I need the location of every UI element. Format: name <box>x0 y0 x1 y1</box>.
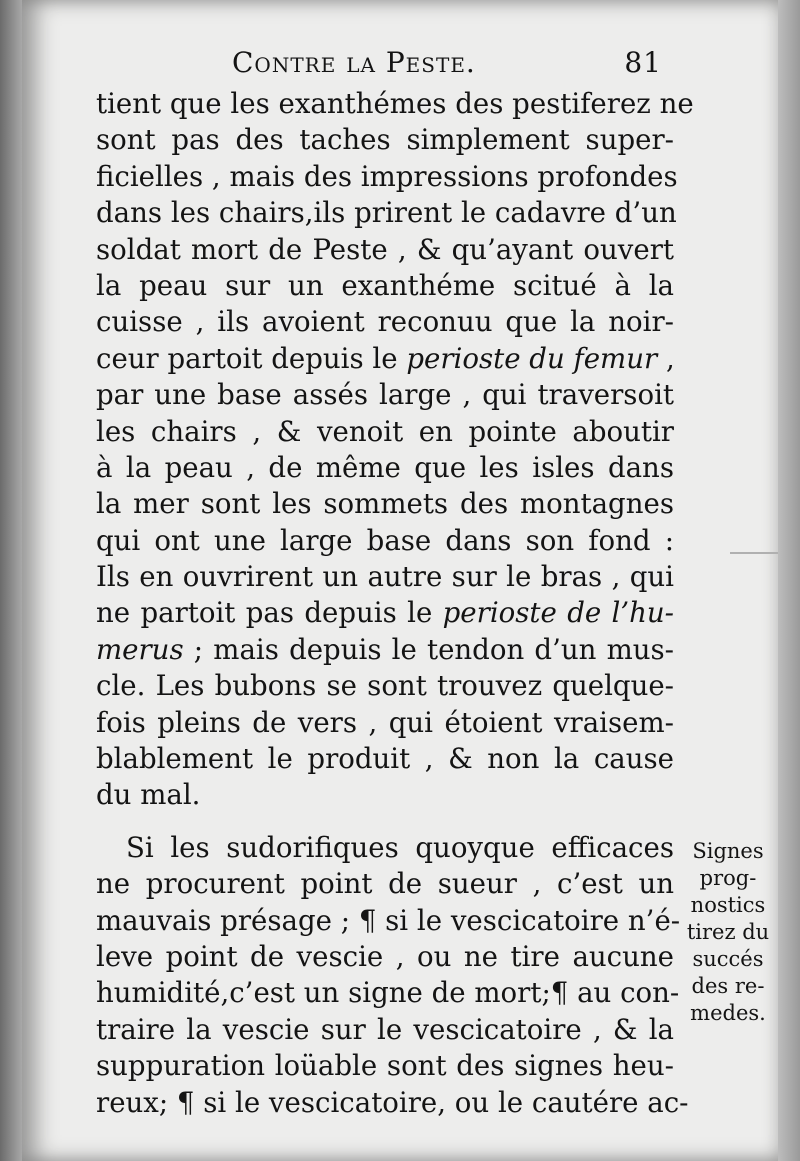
text-line: la mer sont les sommets des montagnes <box>96 487 674 521</box>
body-text <box>96 86 694 1121</box>
text-line: la peau sur un exanthéme scitué à la <box>96 268 674 302</box>
text-line: reux; ¶ si le vescicatoire, ou le cautére ac- <box>96 1085 689 1119</box>
page-number: 81 <box>624 46 662 79</box>
text-line: tient que les exanthémes des pestiferez ne <box>96 87 694 120</box>
text-line: fois pleins de vers , qui étoient vraisem- <box>96 705 674 739</box>
text-line: Si les sudorifiques quoyque efficaces <box>126 830 674 864</box>
text-run: ne partoit pas depuis le <box>96 596 443 630</box>
margin-note-line: prog- <box>699 866 757 890</box>
text-line: Ils en ouvrirent un autre sur le bras , qui <box>96 560 674 594</box>
text-line: soldat mort de Peste , & qu’ayant ouvert <box>96 232 674 266</box>
margin-note <box>678 838 778 1027</box>
text-line <box>96 632 674 668</box>
running-title: Contre la Peste. <box>232 46 476 79</box>
margin-note-line: succés <box>692 947 764 971</box>
text-line: du mal. <box>96 778 201 812</box>
italic-term: perioste de l’hu- <box>442 596 675 630</box>
book-gutter <box>0 0 22 1161</box>
text-line: mauvais présage ; ¶ si le vescicatoire n’é- <box>96 903 681 937</box>
text-run: , <box>657 341 675 375</box>
text-line: cuisse , ils avoient reconuu que la noir- <box>96 305 674 339</box>
margin-note-line: nostics <box>690 893 766 917</box>
italic-term: perioste du femur <box>406 341 658 375</box>
margin-note-line: tirez du <box>686 920 770 944</box>
text-line: humidité,c’est un signe de mort;¶ au con- <box>96 976 680 1010</box>
running-header <box>232 46 662 79</box>
text-line: suppuration loüable sont des signes heu- <box>96 1049 674 1083</box>
margin-rule <box>730 552 778 554</box>
page-edge <box>778 0 800 1161</box>
text-line: cle. Les bubons se sont trouvez quelque- <box>96 669 674 703</box>
text-line <box>96 341 674 377</box>
text-line: leve point de vescie , ou ne tire aucune <box>96 939 674 973</box>
margin-note-line: des re- <box>691 974 765 998</box>
margin-note-line: Signes <box>692 839 764 863</box>
text-line: par une base assés large , qui traversoit <box>96 378 674 412</box>
text-line: à la peau , de même que les isles dans <box>96 450 674 484</box>
text-line: ne procurent point de sueur , c’est un <box>96 867 674 901</box>
text-run: ceur partoit depuis le <box>96 341 407 375</box>
text-run: ; mais depuis le tendon d’un mus- <box>183 632 674 666</box>
text-line <box>96 595 674 631</box>
text-line: sont pas des taches simplement super- <box>96 123 674 157</box>
italic-term: merus <box>96 632 184 666</box>
text-line: dans les chairs,ils prirent le cadavre d’un <box>96 196 677 230</box>
text-line: les chairs , & venoit en pointe aboutir <box>96 414 674 448</box>
text-line: ficielles , mais des impressions profondes <box>96 159 678 193</box>
text-line: blablement le produit , & non la cause <box>96 742 674 776</box>
text-line: traire la vescie sur le vescicatoire , & la <box>96 1012 674 1046</box>
margin-note-line: medes. <box>690 1001 766 1025</box>
text-line: qui ont une large base dans son fond : <box>96 523 674 557</box>
